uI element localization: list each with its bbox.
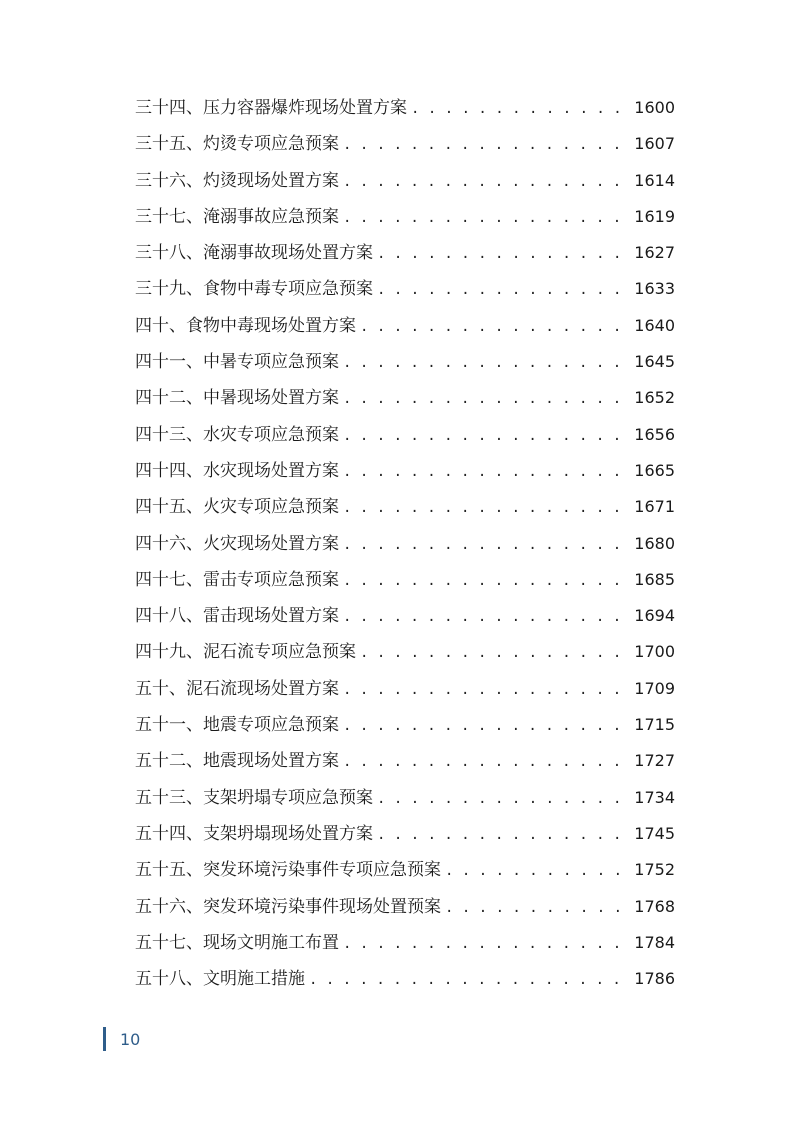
toc-entry-title: 四十一、中暑专项应急预案 [135,352,339,373]
toc-entry[interactable] [135,671,675,707]
toc-entry-title: 四十五、火灾专项应急预案 [135,497,339,518]
toc-dot-leader [445,890,628,925]
toc-entry-title: 四十七、雷击专项应急预案 [135,569,339,590]
toc-entry-page-number: 1709 [634,678,675,698]
toc-entry[interactable] [135,562,675,598]
toc-entry-page-number: 1614 [634,170,675,190]
toc-entry-page-number: 1784 [634,932,675,952]
toc-dot-leader [343,490,628,525]
toc-entry-page-number: 1745 [634,823,675,843]
toc-entry-page-number: 1627 [634,243,675,263]
toc-entry-page-number: 1600 [634,98,675,117]
toc-entry[interactable] [135,126,675,162]
toc-entry-title: 四十三、水灾专项应急预案 [135,424,339,445]
toc-dot-leader [360,309,628,344]
toc-entry-page-number: 1734 [634,787,675,807]
toc-entry[interactable] [135,961,675,997]
toc-entry-title: 五十八、文明施工措施 [135,969,305,990]
toc-dot-leader [343,563,628,598]
toc-entry[interactable] [135,417,675,453]
toc-entry[interactable] [135,634,675,670]
toc-dot-leader [377,236,628,271]
toc-entry[interactable] [135,344,675,380]
toc-dot-leader [411,91,628,126]
toc-dot-leader [343,926,628,961]
toc-entry-title: 五十六、突发环境污染事件现场处置预案 [135,896,441,917]
toc-entry[interactable] [135,925,675,961]
toc-entry-title: 五十七、现场文明施工布置 [135,932,339,953]
footer-accent-bar [103,1027,106,1051]
toc-entry[interactable] [135,308,675,344]
toc-entry-page-number: 1619 [634,206,675,226]
toc-entry[interactable] [135,235,675,271]
toc-entry-title: 五十四、支架坍塌现场处置方案 [135,823,373,844]
toc-dot-leader [445,853,628,888]
page-footer [103,1027,140,1051]
table-of-contents [135,90,675,997]
toc-entry-page-number: 1607 [634,134,675,154]
toc-entry[interactable] [135,526,675,562]
toc-entry[interactable] [135,453,675,489]
toc-entry-page-number: 1652 [634,388,675,408]
toc-entry-page-number: 1694 [634,606,675,626]
toc-entry-page-number: 1645 [634,352,675,372]
toc-dot-leader [343,345,628,380]
toc-entry-title: 四十六、火灾现场处置方案 [135,533,339,554]
toc-entry-title: 四十八、雷击现场处置方案 [135,606,339,627]
toc-dot-leader [377,817,628,852]
toc-entry-page-number: 1640 [634,315,675,335]
toc-entry-title: 五十三、支架坍塌专项应急预案 [135,787,373,808]
toc-entry[interactable] [135,852,675,888]
toc-dot-leader [343,527,628,562]
toc-entry-title: 四十二、中暑现场处置方案 [135,388,339,409]
toc-entry-page-number: 1700 [634,642,675,662]
toc-dot-leader [343,599,628,634]
toc-dot-leader [377,781,628,816]
toc-dot-leader [343,418,628,453]
toc-entry[interactable] [135,199,675,235]
toc-entry-title: 三十六、灼烫现场处置方案 [135,170,339,191]
toc-entry-page-number: 1727 [634,751,675,771]
toc-entry[interactable] [135,380,675,416]
toc-dot-leader [377,272,628,307]
toc-entry[interactable] [135,598,675,634]
toc-entry-title: 四十、食物中毒现场处置方案 [135,315,356,336]
toc-entry-title: 四十四、水灾现场处置方案 [135,460,339,481]
toc-entry-page-number: 1715 [634,715,675,735]
toc-entry-page-number: 1786 [634,969,675,989]
toc-dot-leader [309,962,628,997]
toc-entry-title: 五十五、突发环境污染事件专项应急预案 [135,860,441,881]
toc-entry-title: 五十、泥石流现场处置方案 [135,678,339,699]
toc-dot-leader [343,454,628,489]
toc-entry-title: 三十九、食物中毒专项应急预案 [135,279,373,300]
toc-entry[interactable] [135,889,675,925]
toc-entry[interactable] [135,816,675,852]
toc-entry-title: 四十九、泥石流专项应急预案 [135,642,356,663]
toc-entry[interactable] [135,163,675,199]
toc-entry-page-number: 1685 [634,569,675,589]
toc-entry-title: 三十七、淹溺事故应急预案 [135,206,339,227]
toc-entry[interactable] [135,90,675,126]
toc-entry-title: 五十一、地震专项应急预案 [135,715,339,736]
toc-entry[interactable] [135,271,675,307]
toc-dot-leader [343,708,628,743]
toc-dot-leader [360,635,628,670]
toc-entry-page-number: 1656 [634,424,675,444]
toc-entry[interactable] [135,707,675,743]
toc-entry-page-number: 1633 [634,279,675,299]
toc-entry-page-number: 1752 [634,860,675,880]
toc-entry-page-number: 1671 [634,497,675,517]
toc-dot-leader [343,127,628,162]
toc-entry-title: 三十四、压力容器爆炸现场处置方案 [135,98,407,118]
toc-entry-page-number: 1680 [634,533,675,553]
toc-dot-leader [343,381,628,416]
toc-entry[interactable] [135,743,675,779]
toc-dot-leader [343,164,628,199]
toc-entry-page-number: 1768 [634,896,675,916]
toc-entry-title: 三十五、灼烫专项应急预案 [135,134,339,155]
toc-dot-leader [343,200,628,235]
toc-entry-title: 三十八、淹溺事故现场处置方案 [135,243,373,264]
toc-entry[interactable] [135,489,675,525]
toc-entry-page-number: 1665 [634,460,675,480]
page-number: 10 [120,1029,141,1049]
toc-entry[interactable] [135,780,675,816]
toc-entry-title: 五十二、地震现场处置方案 [135,751,339,772]
toc-dot-leader [343,672,628,707]
toc-dot-leader [343,744,628,779]
